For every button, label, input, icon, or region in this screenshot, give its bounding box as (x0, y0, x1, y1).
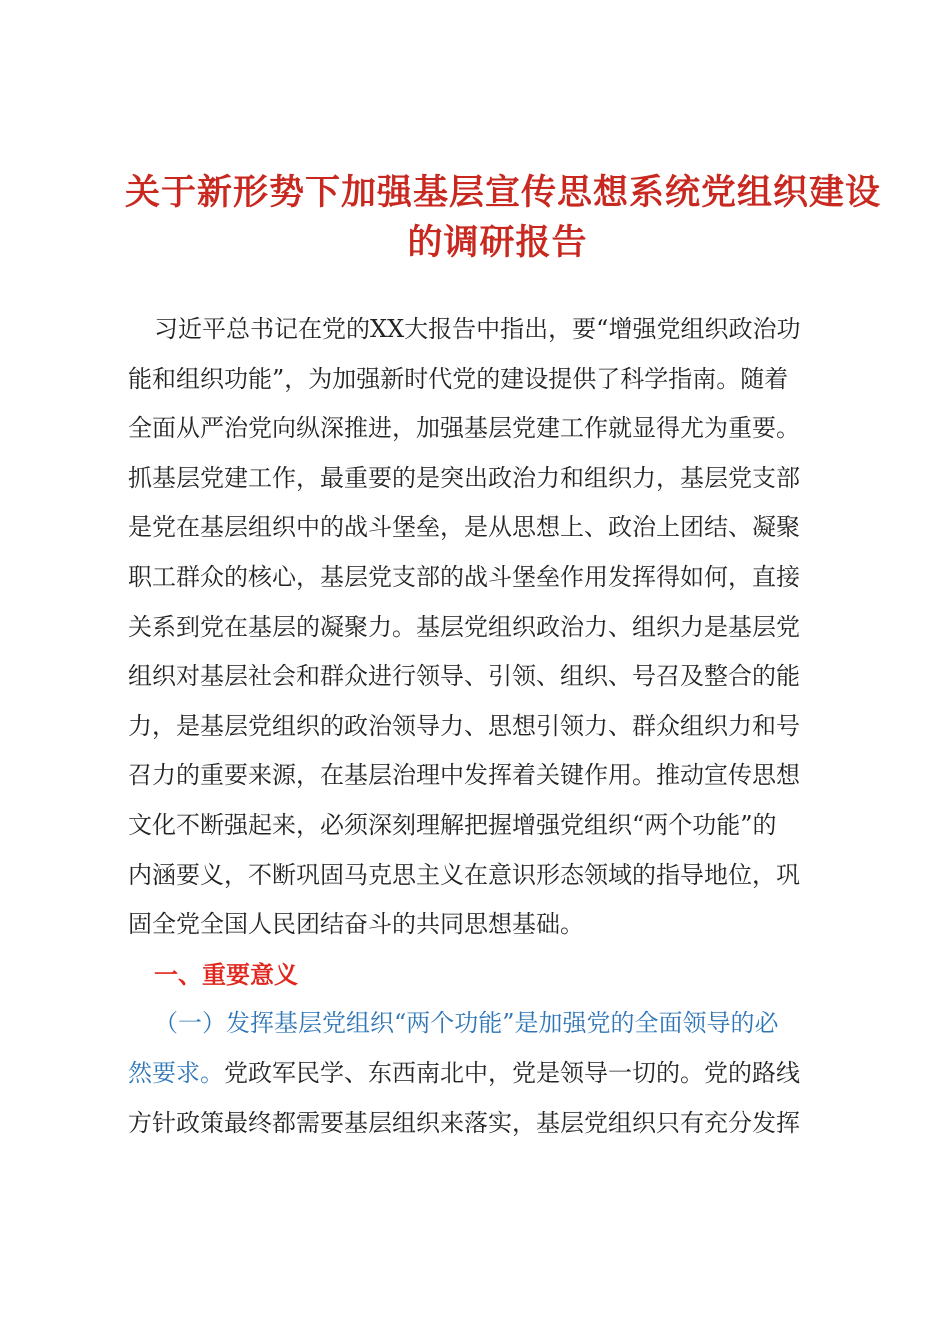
subsection-line-2 (128, 1049, 848, 1099)
intro-line: 全面从严治党向纵深推进，加强基层党建工作就显得尤为重要。 (128, 414, 800, 443)
subsection-heading: （一）发挥基层党组织“两个功能”是加强党的全面领导的必 (154, 1009, 779, 1038)
intro-line: 习近平总书记在党的XX大报告中指出，要“增强党组织政治功 (154, 315, 801, 343)
intro-line: 组织对基层社会和群众进行领导、引领、组织、号召及整合的能 (128, 662, 800, 691)
subsection-line-1 (128, 999, 848, 1049)
intro-line: 职工群众的核心，基层党支部的战斗堡垒作用发挥得如何，直接 (128, 562, 800, 591)
subsection-text: 党政军民学、东西南北中，党是领导一切的。党的路线 (224, 1058, 800, 1087)
intro-line: 召力的重要来源，在基层治理中发挥着关键作用。推动宣传思想 (128, 761, 800, 790)
intro-line: 固全党全国人民团结奋斗的共同思想基础。 (128, 910, 584, 939)
intro-line: 关系到党在基层的凝聚力。基层党组织政治力、组织力是基层党 (128, 612, 800, 641)
intro-line: 内涵要义，不断巩固马克思主义在意识形态领域的指导地位，巩 (128, 860, 800, 889)
document-title (125, 168, 882, 268)
title-line-2: 的调研报告 (407, 222, 588, 263)
subsection-heading-end: 然要求。 (128, 1058, 224, 1087)
intro-line: 是党在基层组织中的战斗堡垒，是从思想上、政治上团结、凝聚 (128, 513, 800, 542)
intro-line: 文化不断强起来，必须深刻理解把握增强党组织“两个功能”的 (128, 810, 777, 839)
intro-line: 能和组织功能”，为加强新时代党的建设提供了科学指南。随着 (128, 364, 789, 393)
intro-line: 抓基层党建工作，最重要的是突出政治力和组织力，基层党支部 (128, 463, 800, 492)
document-body (128, 305, 848, 1148)
subsection-line-3: 方针政策最终都需要基层组织来落实，基层党组织只有充分发挥 (128, 1108, 800, 1137)
title-line-1: 关于新形势下加强基层宣传思想系统党组织建设 (125, 172, 882, 213)
intro-line: 力，是基层党组织的政治领导力、思想引领力、群众组织力和号 (128, 711, 800, 740)
section-heading: 一、重要意义 (154, 959, 298, 989)
